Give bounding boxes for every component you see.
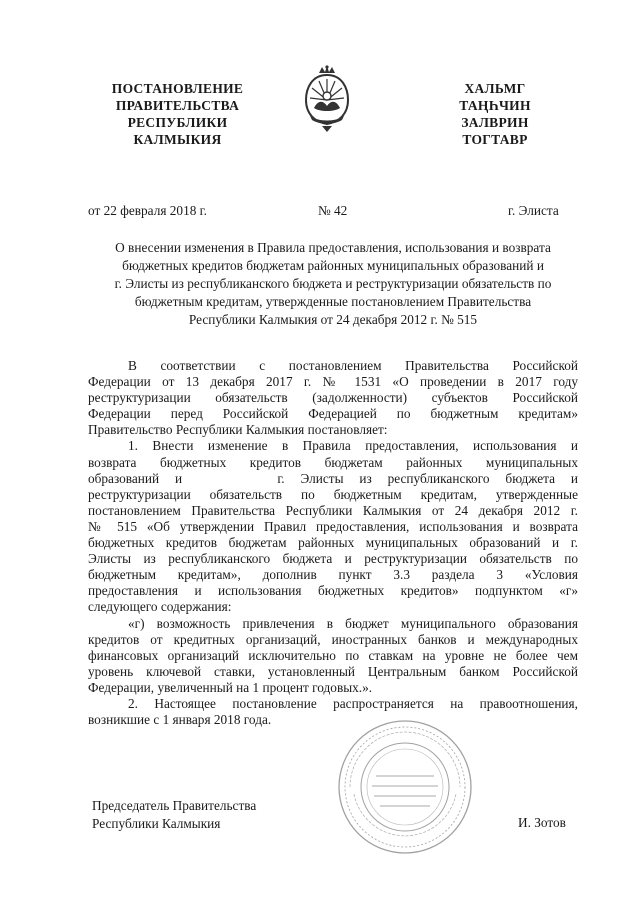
body-line: 2. Настоящее постановление распространяется на правоотношения,: [128, 695, 578, 711]
issuer-title-line: ПОСТАНОВЛЕНИЕ: [111, 81, 244, 96]
title-line: бюджетным кредитам, утвержденные постановлением Правительства: [134, 294, 532, 309]
signatory-name: И. Зотов: [518, 815, 566, 830]
body-line: Правительство Республики Калмыкия постановляет:: [88, 422, 388, 438]
issuer-title-line: ПРАВИТЕЛЬСТВА: [115, 98, 240, 113]
issuer-title-line: ХАЛЬМГ: [464, 81, 526, 96]
title-line: бюджетных кредитов бюджетам районных муниципальных образований и: [122, 258, 544, 273]
body-line: № 515 «Об утверждении Правил предоставления, использования и возврата: [88, 518, 578, 534]
body-line: предоставления и использования бюджетных кредитов» подпунктом «г»: [88, 583, 578, 599]
body-line: бюджетных кредитов бюджетам районных муниципальных образований и г.: [88, 535, 578, 551]
body-line: возврата бюджетных кредитов бюджетам районных муниципальных: [88, 454, 578, 470]
signatory-position-line: Республики Калмыкия: [92, 816, 221, 831]
body-line: кредитов от кредитных организаций, иностранных банков и международных: [88, 631, 578, 647]
body-line: Элисты из республиканского бюджета и реструктуризации обязательств по: [88, 551, 578, 567]
body-line: Федерации, увеличенный на 1 процент годовых.».: [88, 679, 373, 695]
body-line: следующего содержания:: [88, 599, 232, 615]
document-body: [88, 358, 578, 728]
official-round-seal-icon: [336, 718, 474, 856]
body-line: образований и г. Элисты из республиканского бюджета и: [88, 470, 578, 486]
body-line: реструктуризации обязательств по бюджетным кредитам, утвержденные: [88, 486, 578, 502]
title-line: Республики Калмыкия от 24 декабря 2012 г. № 515: [188, 312, 478, 327]
body-line: Федерации от 13 декабря 2017 г. № 1531 «О проведении в 2017 году: [88, 374, 578, 390]
body-line: Федерации перед Российской Федерацией по бюджетным кредитам»: [88, 406, 578, 422]
body-line: реструктуризации обязательств (задолженности) субъектов Российской: [88, 390, 578, 406]
body-line: 1. Внести изменение в Правила предоставления, использования и: [128, 438, 578, 454]
issuer-title-line: КАЛМЫКИЯ: [133, 132, 222, 147]
document-city: г. Элиста: [508, 203, 559, 218]
body-line: постановлением Правительства Республики Калмыкия от 24 декабря 2012 г.: [88, 502, 578, 518]
issuer-title-line: ТАҢҺЧИН: [459, 98, 531, 113]
body-line: возникшие с 1 января 2018 года.: [88, 712, 272, 728]
item-2-paragraph: [88, 696, 578, 728]
body-line: В соответствии с постановлением Правительства Российской: [128, 358, 578, 373]
document-title: [88, 239, 578, 329]
issuer-title-kalmyk: [440, 80, 550, 148]
title-line: О внесении изменения в Правила предоставления, использования и возврата: [115, 240, 551, 255]
issuer-title-line: ТОГТАВР: [462, 132, 528, 147]
body-line: бюджетным кредитам», дополнив пункт 3.3 раздела 3 «Условия: [88, 567, 578, 583]
signatory-position-line: Председатель Правительства: [92, 798, 257, 813]
preamble-paragraph: [88, 358, 578, 438]
item-1-paragraph: [88, 438, 578, 615]
body-line: финансовых организаций исключительно по ставкам на уровне не более чем: [88, 647, 578, 663]
document-date: от 22 февраля 2018 г.: [88, 203, 207, 218]
amendment-quote-paragraph: [88, 616, 578, 696]
body-line: «г) возможность привлечения в бюджет муниципального образования: [128, 615, 578, 631]
issuer-title-russian: [95, 80, 260, 148]
title-line: г. Элисты из республиканского бюджета и реструктуризации обязательств по: [114, 276, 552, 291]
document-number: № 42: [318, 203, 348, 218]
issuer-title-line: РЕСПУБЛИКИ: [127, 115, 228, 130]
signatory-position: [92, 797, 256, 833]
issuer-title-line: ЗАЛВРИН: [461, 115, 529, 130]
body-line: уровень ключевой ставки, установленный Центральным банком Российской: [88, 663, 578, 679]
kalmykia-coat-of-arms-icon: [300, 64, 354, 134]
